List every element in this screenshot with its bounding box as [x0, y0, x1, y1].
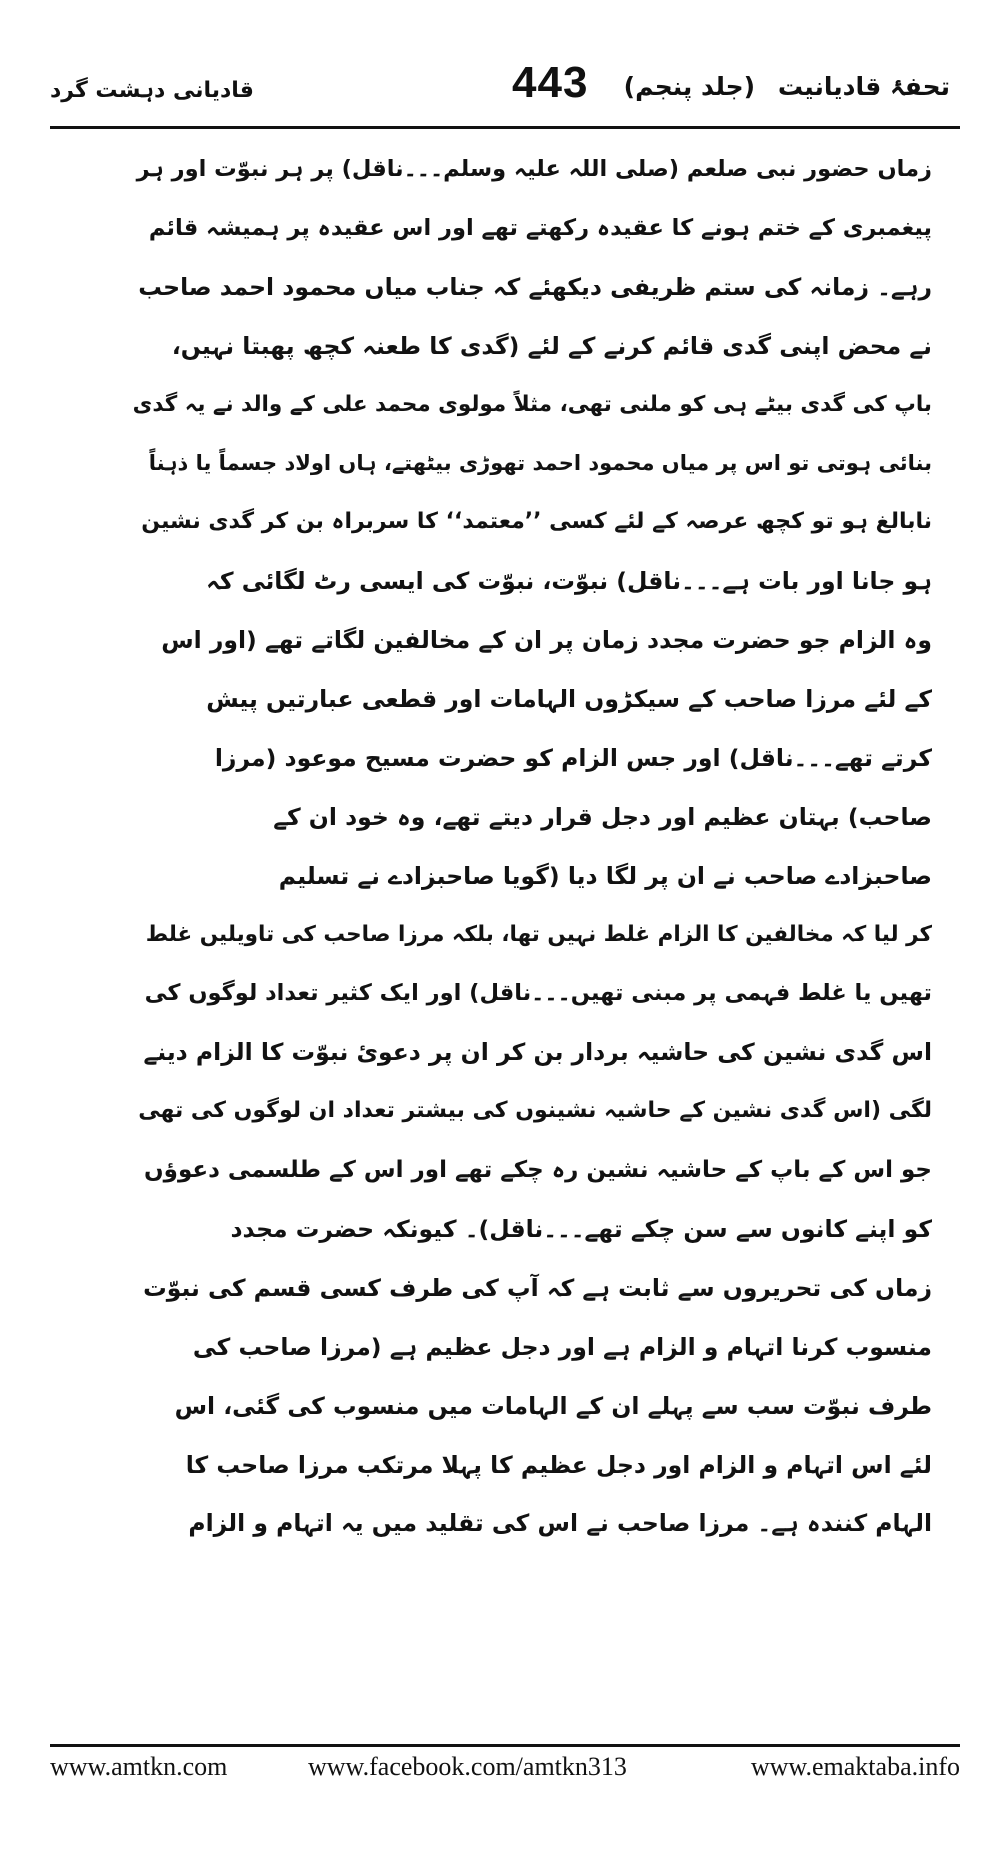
text-line: نے محض اپنی گدی قائم کرنے کے لئے (گدی کا طعنہ کچھ پھبتا نہیں،: [171, 331, 932, 360]
footer-link-facebook[interactable]: www.facebook.com/amtkn313: [308, 1752, 627, 1781]
text-line: کر لیا کہ مخالفین کا الزام غلط نہیں تھا، بلکہ مرزا صاحب کی تاویلیں غلط: [145, 921, 932, 947]
page-footer: [50, 1752, 960, 1792]
text-line: بنائی ہوتی تو اس پر میاں محمود احمد تھوڑی بیٹھتے، ہاں اولاد جسماً یا ذہناً: [148, 451, 932, 476]
volume-label: (جلد پنجم): [623, 72, 756, 101]
text-line: صاحب) بہتان عظیم اور دجل قرار دیتے تھے، وہ خود ان کے: [273, 802, 932, 831]
page-number: 443: [512, 58, 589, 107]
section-title: قادیانی دہشت گرد: [50, 78, 254, 103]
book-title: تحفۂ قادیانیت: [777, 72, 950, 101]
text-line: زماں کی تحریروں سے ثابت ہے کہ آپ کی طرف کسی قسم کی نبوّت: [143, 1273, 932, 1302]
book-title-block: [624, 72, 950, 101]
text-line: رہے۔ زمانہ کی ستم ظریفی دیکھئے کہ جناب میاں محمود احمد صاحب: [138, 272, 932, 301]
text-line: نابالغ ہو تو کچھ عرصہ کے لئے کسی ’’معتمد‘‘ کا سربراہ بن کر گدی نشین: [141, 509, 932, 535]
text-line: صاحبزادے صاحب نے ان پر لگا دیا (گویا صاحبزادے نے تسلیم: [278, 861, 932, 890]
text-line: زماں حضور نبی صلعم (صلی اللہ علیہ وسلم۔۔۔ناقل) پر ہر نبوّت اور ہر: [136, 156, 932, 182]
text-line: الہام کنندہ ہے۔ مرزا صاحب نے اس کی تقلید میں یہ اتہام و الزام: [188, 1509, 932, 1538]
footer-link-emaktaba[interactable]: www.emaktaba.info: [750, 1752, 960, 1781]
text-line: اس گدی نشین کی حاشیہ بردار بن کر ان پر دعویٔ نبوّت کا الزام دینے: [143, 1038, 932, 1067]
text-line: تھیں یا غلط فہمی پر مبنی تھیں۔۔۔ناقل) اور ایک کثیر تعداد لوگوں کی: [144, 980, 932, 1007]
header-divider: [50, 126, 960, 129]
footer-divider: [50, 1744, 960, 1747]
footer-link-amtkn[interactable]: www.amtkn.com: [50, 1752, 228, 1781]
text-line: منسوب کرنا اتہام و الزام ہے اور دجل عظیم ہے (مرزا صاحب کی: [192, 1332, 932, 1361]
text-line: لئے اس اتہام و الزام اور دجل عظیم کا پہلا مرتکب مرزا صاحب کا: [185, 1450, 932, 1479]
body-text: [132, 140, 932, 1553]
text-line: ہو جانا اور بات ہے۔۔۔ناقل) نبوّت، نبوّت کی ایسی رٹ لگائی کہ: [206, 567, 932, 596]
text-line: باپ کی گدی بیٹے ہی کو ملنی تھی، مثلاً مولوی محمد علی کے والد نے یہ گدی: [132, 391, 932, 417]
text-line: کو اپنے کانوں سے سن چکے تھے۔۔۔ناقل)۔ کیونکہ حضرت مجدد: [230, 1215, 932, 1244]
text-line: کرتے تھے۔۔۔ناقل) اور جس الزام کو حضرت مسیح موعود (مرزا: [214, 743, 932, 772]
text-line: وہ الزام جو حضرت مجدد زمان پر ان کے مخالفین لگاتے تھے (اور اس: [161, 626, 932, 655]
text-line: پیغمبری کے ختم ہونے کا عقیدہ رکھتے تھے اور اس عقیدہ پر ہمیشہ قائم: [148, 214, 932, 241]
page-header: [50, 58, 950, 118]
text-line: لگی (اس گدی نشین کے حاشیہ نشینوں کی بیشتر تعداد ان لوگوں کی تھی: [138, 1098, 932, 1124]
text-line: جو اس کے باپ کے حاشیہ نشین رہ چکے تھے اور اس کے طلسمی دعوؤں: [144, 1157, 932, 1184]
text-line: کے لئے مرزا صاحب کے سیکڑوں الہامات اور قطعی عبارتیں پیش: [206, 685, 932, 714]
text-line: طرف نبوّت سب سے پہلے ان کے الہامات میں منسوب کی گئی، اس: [174, 1391, 932, 1420]
